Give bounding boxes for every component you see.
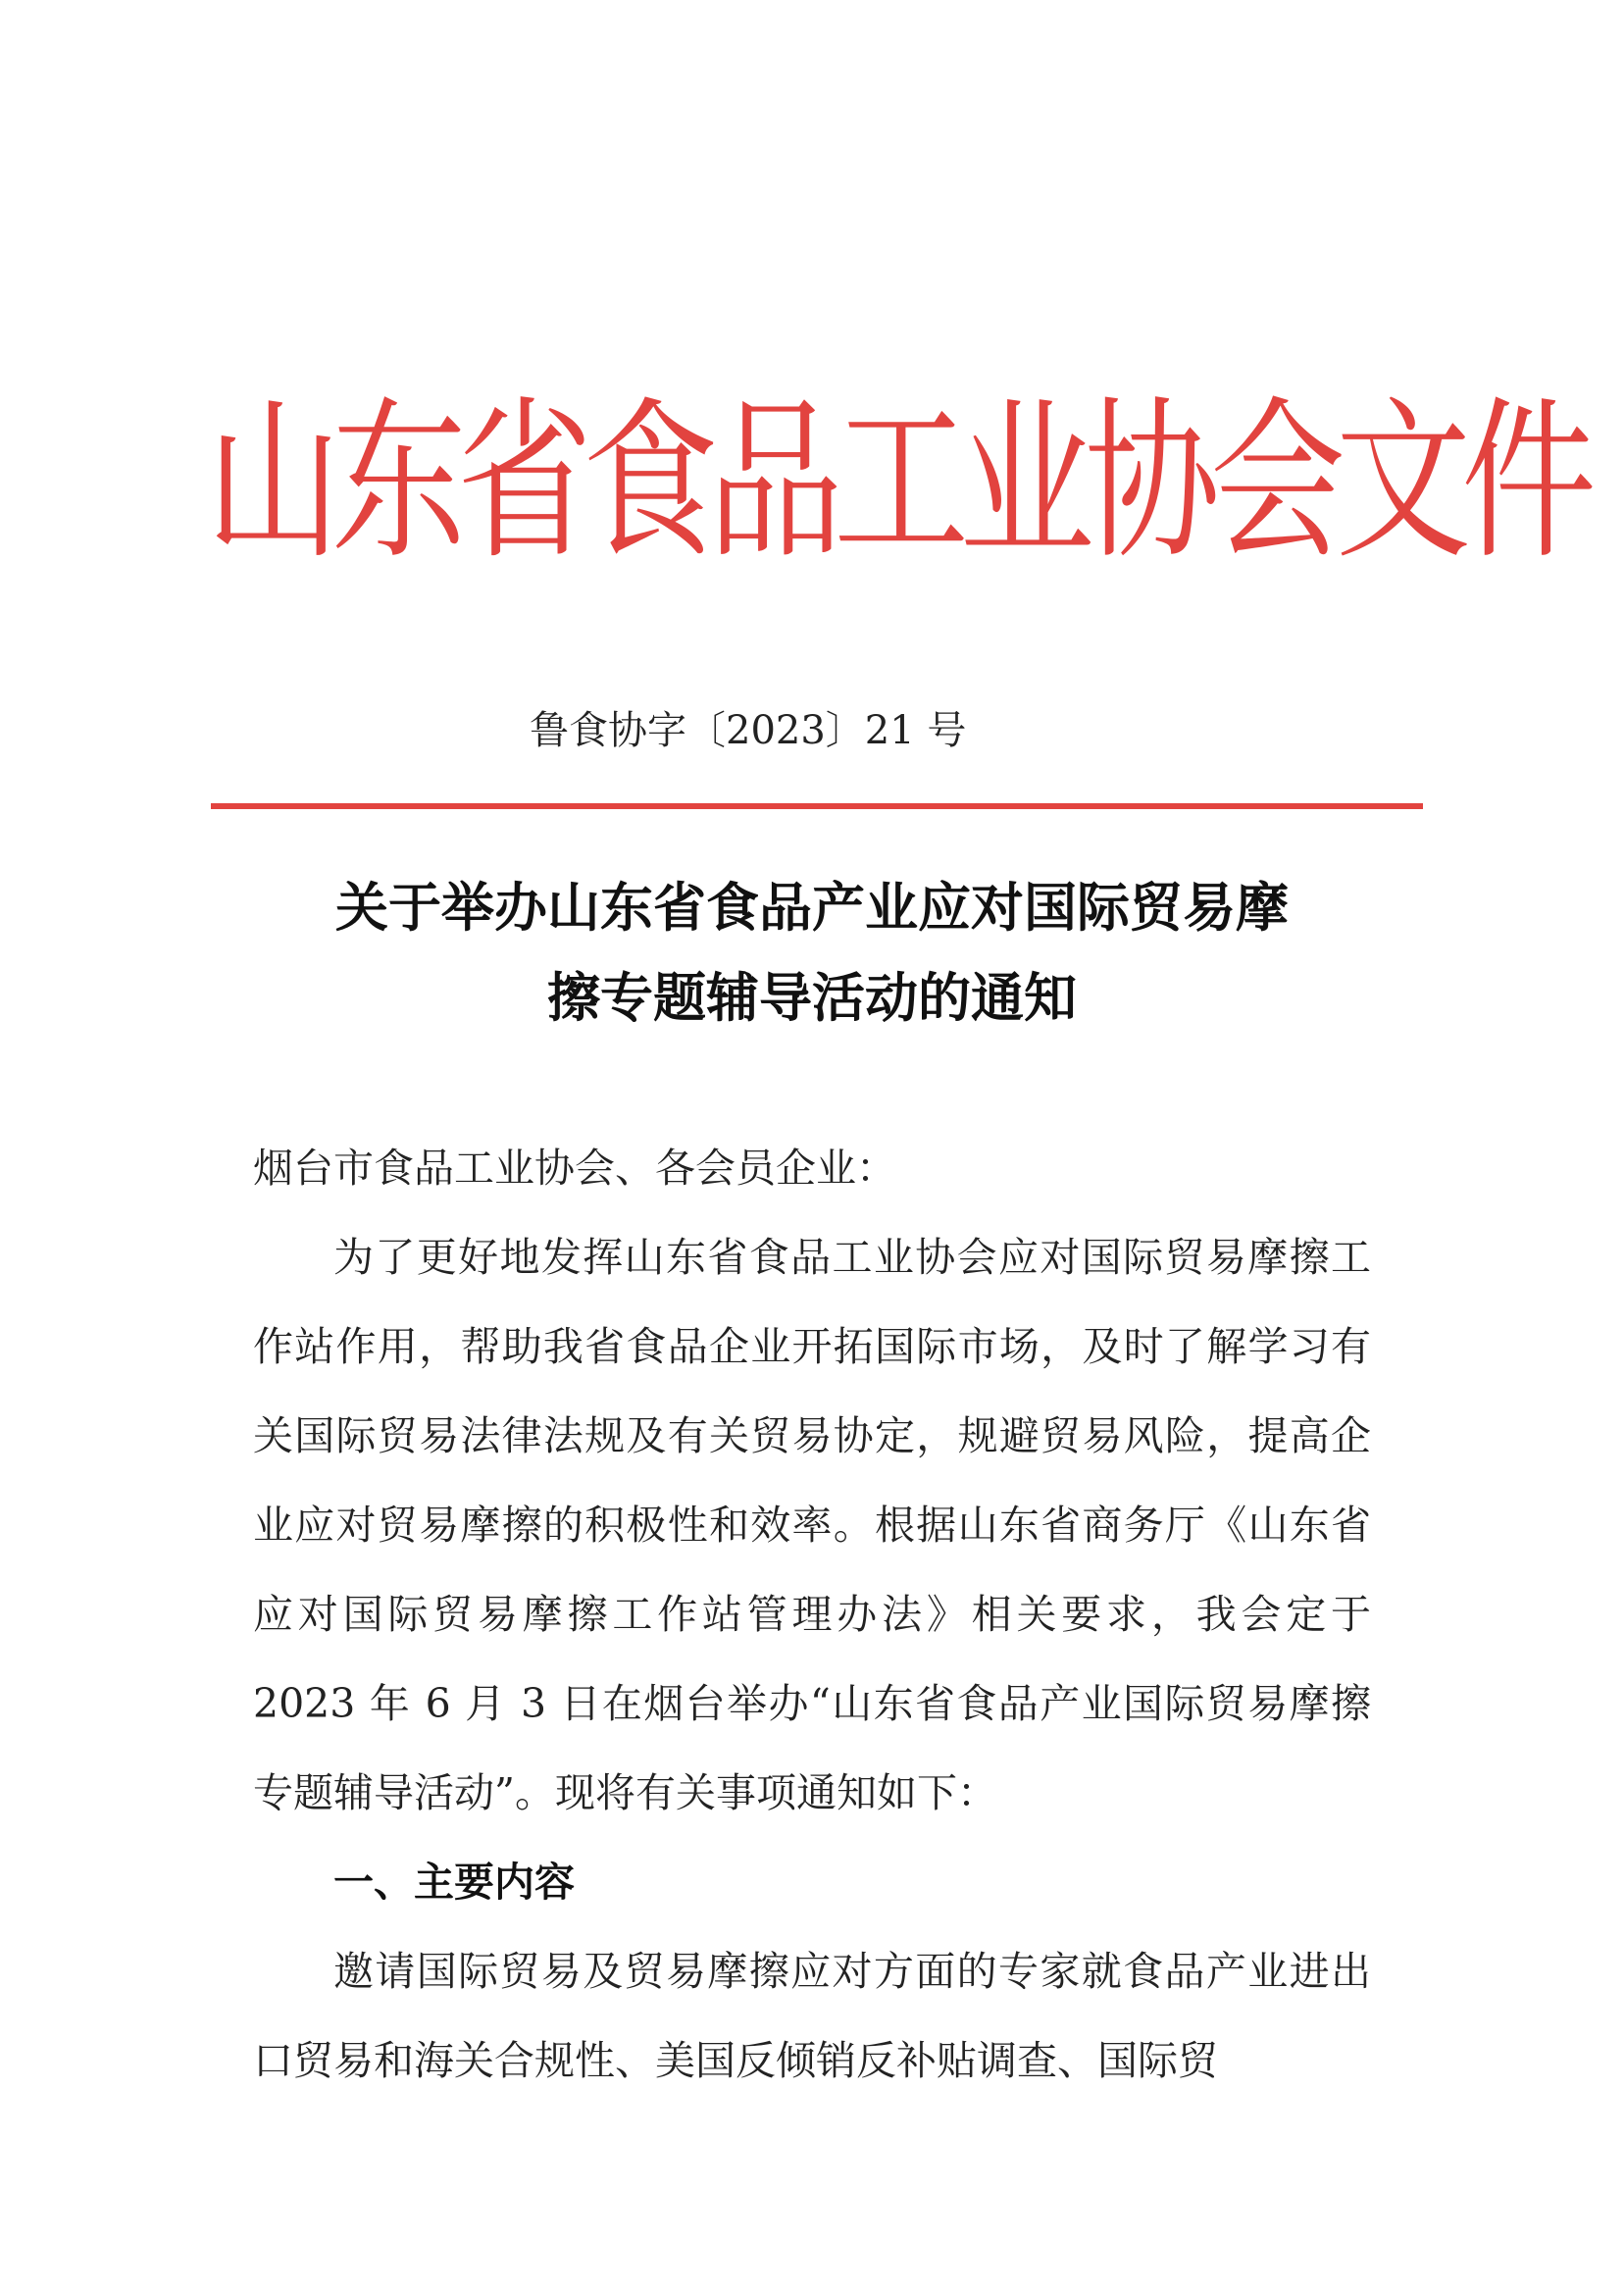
document-body bbox=[253, 1124, 1371, 2106]
body-paragraph-main-content: 邀请国际贸易及贸易摩擦应对方面的专家就食品产业进出口贸易和海关合规性、美国反倾销反补贴调查、国际贸 bbox=[253, 1948, 1371, 2084]
issuer-header-title: 山东省食品工业协会文件 bbox=[206, 381, 1588, 584]
body-paragraph-purpose: 为了更好地发挥山东省食品工业协会应对国际贸易摩擦工作站作用，帮助我省食品企业开拓国际市场，及时了解学习有关国际贸易法律法规及有关贸易协定，规避贸易风险，提高企业应对贸易摩擦的积极性和效率。根据山东省商务厅《山东省应对国际贸易摩擦工作站管理办法》相关要求，我会定于 2023 年 6 月 3 日在烟台举办“山东省食品产业国际贸易摩擦专题辅导活动”。现将有关事项通知如下： bbox=[253, 1234, 1371, 1816]
notice-title bbox=[147, 863, 1477, 1044]
notice-title-line-1: 关于举办山东省食品产业应对国际贸易摩 bbox=[335, 877, 1289, 939]
notice-title-line-2: 擦专题辅导活动的通知 bbox=[547, 967, 1077, 1029]
red-divider-line bbox=[211, 803, 1423, 809]
salutation: 烟台市食品工业协会、各会员企业： bbox=[253, 1145, 896, 1192]
section-heading-main-content: 一、主要内容 bbox=[333, 1859, 575, 1906]
document-number: 鲁食协字〔2023〕21 号 bbox=[530, 708, 967, 753]
